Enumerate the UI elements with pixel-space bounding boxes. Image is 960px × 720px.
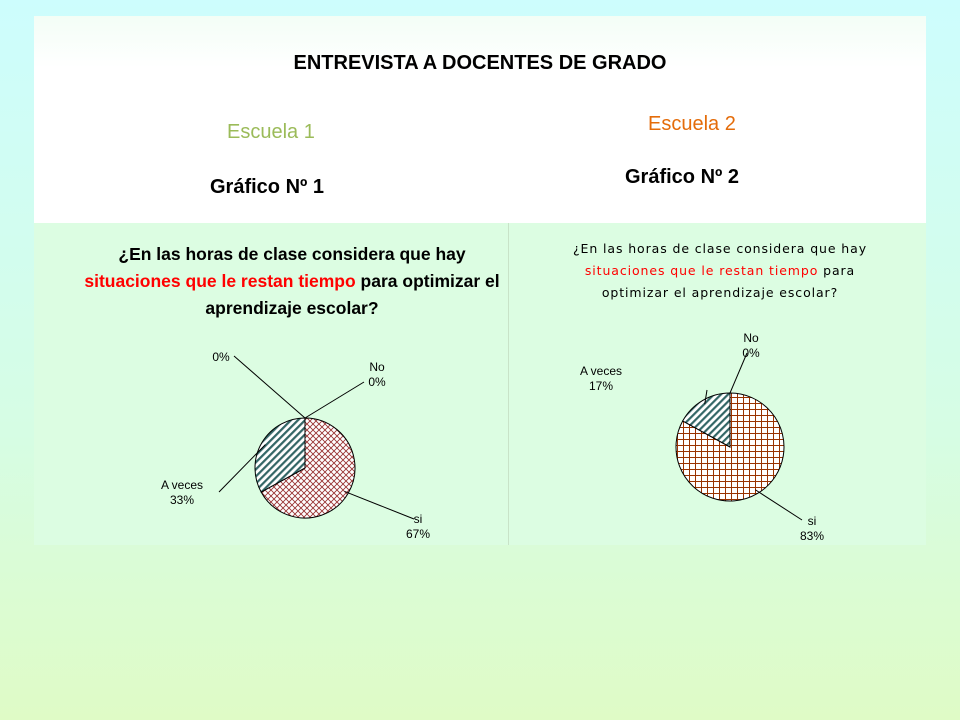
slice-label: si — [413, 512, 423, 526]
leader-line — [755, 490, 802, 520]
slice-percent: 33% — [169, 493, 195, 507]
chart-panel-2 — [509, 223, 926, 545]
header-band — [34, 16, 926, 223]
chart-title-line — [118, 244, 465, 264]
leader-line — [345, 491, 414, 519]
chart-title-line — [84, 271, 499, 291]
slice-percent: 83% — [799, 529, 825, 543]
pie-chart-2 — [509, 223, 926, 545]
pie-chart-1 — [34, 223, 508, 545]
title-text: aprendizaje escolar? — [205, 298, 379, 318]
leader-line — [234, 356, 305, 418]
slice-label: A veces — [160, 478, 204, 492]
title-highlight: situaciones que le restan tiempo — [584, 263, 819, 278]
chart-title-line — [573, 241, 867, 256]
title-text: optimizar el aprendizaje escolar? — [601, 285, 839, 300]
chart-panel-1 — [34, 223, 509, 545]
title-text: para optimizar el — [355, 271, 500, 291]
slice-percent: 0% — [368, 375, 386, 389]
chart-title-line — [205, 298, 378, 318]
chart-title-line — [602, 285, 838, 300]
title-text: ¿En las horas de clase considera que hay — [572, 241, 868, 256]
slice-percent: 0% — [742, 346, 760, 360]
title-highlight: situaciones que le restan tiempo — [84, 271, 356, 291]
school-1-label: Escuela 1 — [227, 121, 315, 143]
slice-percent: 17% — [588, 379, 614, 393]
slide-card — [34, 16, 926, 545]
chart-2-heading: Gráfico Nº 2 — [625, 166, 740, 188]
slice-label: A veces — [579, 364, 623, 378]
slice-label: si — [807, 514, 817, 528]
slice-label: No — [743, 331, 759, 345]
school-2-label: Escuela 2 — [648, 113, 736, 135]
slice-percent: 67% — [405, 527, 431, 541]
chart-1-heading: Gráfico Nº 1 — [210, 176, 325, 198]
leader-line — [305, 382, 364, 418]
chart-title-line — [585, 263, 855, 278]
title-text: ¿En las horas de clase considera que hay — [118, 244, 466, 264]
slice-percent: 0% — [212, 350, 230, 364]
page-title: ENTREVISTA A DOCENTES DE GRADO — [293, 52, 667, 74]
slice-label: No — [369, 360, 385, 374]
title-text: para — [818, 263, 856, 278]
